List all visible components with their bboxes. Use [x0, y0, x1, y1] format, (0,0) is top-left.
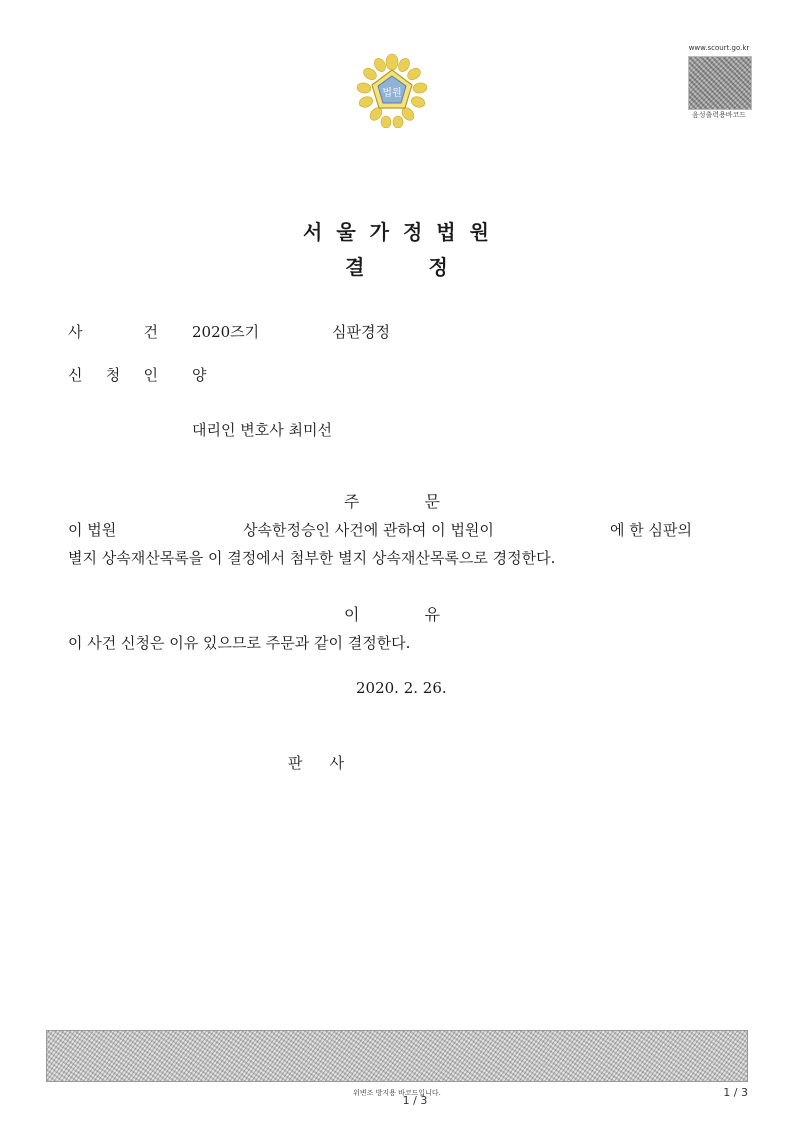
anti-forgery-barcode	[46, 1030, 748, 1082]
order-line1-end: 에 한 심판의	[610, 521, 692, 539]
judge-label-char: 판	[288, 754, 303, 772]
document-type-text: 결 정	[345, 255, 449, 279]
audio-barcode	[688, 56, 752, 110]
document-type	[0, 251, 794, 280]
case-label-char: 사	[68, 323, 83, 341]
reason-heading-char: 이	[344, 605, 360, 624]
order-line1-middle: 상속한정승인 사건에 관하여 이 법원이	[243, 521, 494, 539]
judge-label-char: 사	[329, 754, 344, 772]
case-number: 2020즈기	[192, 323, 260, 341]
applicant-label	[68, 365, 158, 385]
footer-note: 위변조 방지용 바코드입니다.	[353, 1089, 441, 1097]
qr-url: www.scourt.go.kr	[688, 44, 750, 52]
order-heading-char: 문	[424, 492, 440, 511]
court-emblem-icon	[356, 52, 428, 128]
qr-caption: 음성출력용바코드	[691, 111, 747, 119]
case-name: 심판경정	[332, 323, 390, 341]
applicant-agent: 대리인 변호사 최미선	[192, 421, 332, 439]
court-name	[0, 216, 794, 245]
decision-date: 2020. 2. 26.	[356, 679, 447, 697]
order-heading	[344, 489, 440, 512]
applicant-label-char: 인	[143, 366, 158, 384]
judge-label	[288, 752, 344, 773]
order-heading-char: 주	[344, 492, 360, 511]
page-number-right: 1 / 3	[723, 1086, 748, 1099]
reason-heading	[344, 602, 440, 625]
court-name-text: 서 울 가 정 법 원	[303, 220, 491, 244]
order-line1-start: 이 법원	[68, 521, 117, 539]
case-label	[68, 322, 158, 342]
order-line2: 별지 상속재산목록을 이 결정에서 첨부한 별지 상속재산목록으로 경정한다.	[68, 549, 556, 567]
emblem-label: 법원	[382, 88, 402, 99]
applicant-name: 양	[192, 366, 207, 384]
reason-text: 이 사건 신청은 이유 있으므로 주문과 같이 결정한다.	[68, 634, 411, 652]
applicant-label-char: 청	[105, 366, 121, 384]
applicant-label-char: 신	[68, 366, 83, 384]
page-number-center: 1 / 3	[402, 1094, 428, 1107]
reason-heading-char: 유	[424, 605, 440, 624]
case-label-char: 건	[143, 323, 158, 341]
